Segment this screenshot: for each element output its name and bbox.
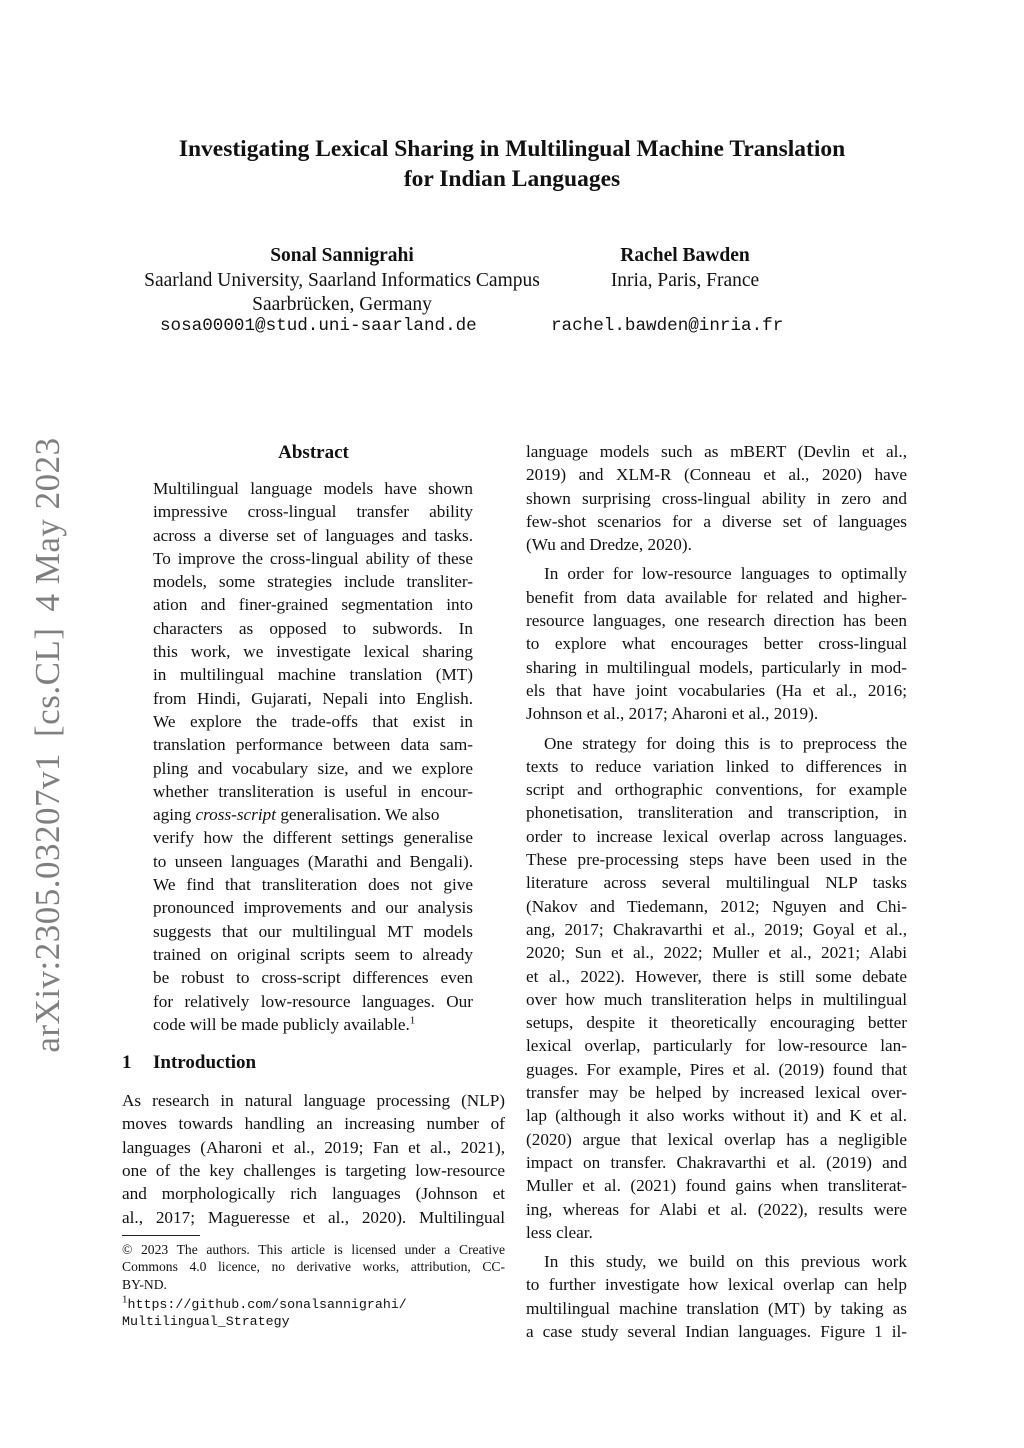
text-line: et al., 2022). However, there is still some debate [526, 966, 907, 986]
abstract-line: trained on original scripts seem to already [153, 944, 473, 964]
abstract-line: We explore the trade-offs that exist in [153, 711, 473, 731]
license-line: © 2023 The authors. This article is licensed under a Creative [122, 1241, 505, 1257]
abstract-line: whether transliteration is useful in encour- [153, 781, 473, 801]
author-2-name: Rachel Bawden [620, 245, 750, 266]
intro-paragraph [122, 1089, 505, 1229]
text-line: sharing in multilingual models, particularly in mod- [526, 657, 907, 677]
intro-line: languages (Aharoni et al., 2019; Fan et al., 2021), [122, 1137, 505, 1157]
abstract-line-mixed [153, 803, 473, 826]
right-column [526, 440, 907, 1349]
text-line: lexical overlap, particularly for low-resource lan- [526, 1036, 907, 1056]
abstract-line: We find that transliteration does not give [153, 875, 473, 895]
arxiv-identifier [28, 437, 68, 1052]
text-line: ang, 2017; Chakravarthi et al., 2019; Goyal et al., [526, 919, 907, 939]
author-2-email[interactable]: rachel.bawden@inria.fr [551, 316, 784, 336]
footnote-number: 1 [122, 1293, 128, 1306]
title-line-2: for Indian Languages [403, 166, 621, 192]
text-line: Muller et al. (2021) found gains when transliterat- [526, 1176, 907, 1196]
text-line: guages. For example, Pires et al. (2019) found that [526, 1059, 907, 1079]
abstract-line: verify how the different settings generalise [153, 828, 473, 848]
text-line: Johnson et al., 2017; Aharoni et al., 2019). [526, 704, 819, 724]
text-line: 2019) and XLM-R (Conneau et al., 2020) have [526, 465, 907, 485]
abstract-line: ation and finer-grained segmentation into [153, 595, 473, 615]
abstract-text: generalisation. We also [280, 805, 440, 825]
abstract-line: pling and vocabulary size, and we explore [153, 758, 473, 778]
abstract-line: in multilingual machine translation (MT) [153, 665, 473, 685]
footnote-marker[interactable]: 1 [409, 1014, 416, 1027]
abstract-line: across a diverse set of languages and tasks. [153, 525, 473, 545]
author-1-affiliation: Saarland University, Saarland Informatics Campus [144, 269, 540, 291]
abstract-line: this work, we investigate lexical sharing [153, 642, 473, 662]
paragraph-2 [526, 562, 907, 725]
text-line: multilingual machine translation (MT) by taking as [526, 1298, 907, 1318]
section-heading-introduction [122, 1050, 505, 1076]
text-line: In order for low-resource languages to optimally [544, 564, 907, 584]
text-line: shown surprising cross-lingual ability in zero and [526, 488, 907, 508]
text-line: benefit from data available for related and higher- [526, 587, 907, 607]
abstract-line: be robust to cross-script differences even [153, 968, 473, 988]
text-line: phonetisation, transliteration and transcription, in [526, 803, 907, 823]
abstract-line: to unseen languages (Marathi and Bengali). [153, 851, 473, 871]
abstract-line-last [153, 1013, 473, 1036]
left-column [122, 440, 505, 1331]
text-line: texts to reduce variation linked to differences in [526, 756, 907, 776]
section-title: Introduction [153, 1052, 257, 1074]
text-line: els that have joint vocabularies (Ha et al., 2016; [526, 680, 907, 700]
arxiv-date: 4 May 2023 [28, 437, 67, 612]
text-line: (2020) argue that lexical overlap has a negligible [526, 1129, 907, 1149]
github-link[interactable]: https://github.com/sonalsannigrahi/ [127, 1297, 407, 1313]
text-line: lap (although it also works without it) and K et al. [526, 1106, 907, 1126]
text-line: few-shot scenarios for a diverse set of languages [526, 511, 907, 531]
text-line: In this study, we build on this previous work [544, 1252, 907, 1272]
license-line: BY-ND. [122, 1276, 167, 1292]
title-line-1: Investigating Lexical Sharing in Multilingual Machine Translation [178, 136, 846, 162]
paragraph-4 [526, 1250, 907, 1343]
abstract-body [153, 477, 473, 1036]
author-1-name: Sonal Sannigrahi [270, 245, 414, 266]
abstract-emphasis: cross-script [195, 805, 277, 825]
abstract-line: suggests that our multilingual MT models [153, 921, 473, 941]
text-line: less clear. [526, 1222, 593, 1242]
license-line: Commons 4.0 licence, no derivative works, attribution, CC- [122, 1259, 505, 1275]
abstract-line: for relatively low-resource languages. Our [153, 991, 473, 1011]
author-1-location: Saarbrücken, Germany [252, 294, 432, 315]
text-line: to explore what encourages better cross-lingual [526, 634, 907, 654]
text-line: impact on transfer. Chakravarthi et al. (2019) and [526, 1152, 907, 1172]
paragraph-1 [526, 440, 907, 556]
text-line: order to increase lexical overlap across languages. [526, 826, 907, 846]
github-link-continued[interactable]: Multilingual_Strategy [122, 1314, 290, 1330]
abstract-line: Multilingual language models have shown [153, 479, 473, 498]
author-2 [575, 244, 795, 293]
arxiv-id: arXiv:2305.03207v1 [28, 752, 67, 1053]
arxiv-category: [cs.CL] [28, 627, 67, 737]
paper-title [0, 134, 1024, 194]
intro-line: one of the key challenges is targeting low-resource [122, 1161, 505, 1181]
text-line: script and orthographic conventions, for example [526, 780, 907, 800]
intro-line: and morphologically rich languages (Johnson et [122, 1184, 505, 1204]
text-line: (Nakov and Tiedemann, 2012; Nguyen and Chi- [526, 896, 907, 916]
text-line: transfer may be helped by increased lexical over- [526, 1083, 907, 1103]
abstract-line: To improve the cross-lingual ability of these [153, 548, 473, 568]
text-line: setups, despite it theoretically encouraging better [526, 1013, 907, 1033]
abstract-line: impressive cross-lingual transfer ability [153, 502, 473, 522]
url-footnote-line1 [122, 1295, 505, 1313]
text-line: (Wu and Dredze, 2020). [526, 535, 692, 555]
text-line: a case study several Indian languages. Figure 1 il- [526, 1321, 907, 1341]
text-line: One strategy for doing this is to preprocess the [544, 733, 907, 753]
license-footnote [122, 1241, 505, 1293]
text-line: resource languages, one research direction has been [526, 611, 907, 631]
section-number: 1 [122, 1052, 132, 1074]
abstract-line: from Hindi, Gujarati, Nepali into English. [153, 688, 473, 708]
text-line: to further investigate how lexical overlap can help [526, 1275, 907, 1295]
text-line: language models such as mBERT (Devlin et al., [526, 442, 907, 461]
text-line: ing, whereas for Alabi et al. (2022), results were [526, 1199, 907, 1219]
abstract-line: models, some strategies include transliter- [153, 572, 473, 592]
abstract-line: translation performance between data sam- [153, 735, 473, 755]
abstract-text: aging [153, 805, 192, 825]
text-line: literature across several multilingual NLP tasks [526, 873, 907, 893]
text-line: These pre-processing steps have been used in the [526, 850, 907, 870]
author-1-email[interactable]: sosa00001@stud.uni-saarland.de [160, 316, 477, 336]
intro-line: moves towards handling an increasing number of [122, 1114, 505, 1134]
author-1 [122, 244, 562, 318]
intro-line: As research in natural language processing (NLP) [122, 1091, 505, 1111]
text-line: 2020; Sun et al., 2022; Muller et al., 2021; Alabi [526, 943, 907, 963]
abstract-line: pronounced improvements and our analysis [153, 898, 473, 918]
abstract-line: characters as opposed to subwords. In [153, 618, 473, 638]
author-2-affiliation: Inria, Paris, France [610, 269, 760, 291]
intro-line: al., 2017; Magueresse et al., 2020). Multilingual [122, 1207, 505, 1227]
abstract-heading: Abstract [278, 442, 349, 463]
url-footnote [122, 1295, 505, 1331]
footnote-rule [122, 1235, 200, 1236]
text-line: over how much transliteration helps in multilingual [526, 989, 907, 1009]
paragraph-3 [526, 732, 907, 1245]
abstract-text: code will be made publicly available. [153, 1014, 410, 1034]
